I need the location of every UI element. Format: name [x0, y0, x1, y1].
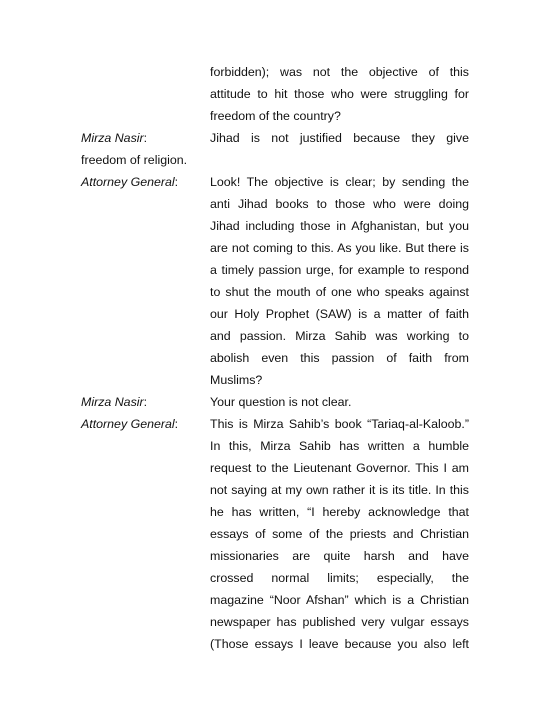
speaker-name: Mirza Nasir [81, 131, 144, 145]
text-line: crossed normal limits; especially, the [210, 571, 469, 585]
text-line: Look! The objective is clear; by sending the [210, 175, 469, 189]
text-line: magazine “Noor Afshan” which is a Christian [210, 593, 469, 607]
text-line: a timely passion urge, for example to respond [210, 263, 469, 277]
text-line: he has written, “I hereby acknowledge that [210, 505, 469, 519]
text-line: Muslims? [210, 373, 263, 387]
speaker-label [81, 394, 147, 410]
text-line: In this, Mirza Sahib has written a humble [210, 439, 469, 453]
speaker-name: Mirza Nasir [81, 395, 144, 409]
text-line: freedom of the country? [210, 109, 341, 123]
text-line: missionaries are quite harsh and have [210, 549, 469, 563]
colon: : [174, 175, 179, 189]
text-line: essays of some of the priests and Christian [210, 527, 469, 541]
text-line: are not coming to this. As you like. But there is [210, 241, 469, 255]
text-line: newspaper has published very vulgar essays [210, 615, 469, 629]
speaker-label [81, 416, 178, 432]
text-line: and passion. Mirza Sahib was working to [210, 329, 469, 343]
text-line: our Holy Prophet (SAW) is a matter of faith [210, 307, 469, 321]
text-line: attitude to hit those who were struggling for [210, 87, 469, 101]
speaker-name: Attorney General [81, 417, 175, 431]
text-line: (Those essays I leave because you also left [210, 637, 469, 651]
text-line: Jihad is not justified because they give [210, 131, 469, 145]
speaker-name: Attorney General [81, 175, 175, 189]
text-line: not saying at my own rather it is its title. In this [210, 483, 469, 497]
text-line: request to the Lieutenant Governor. This I am [210, 461, 469, 475]
colon: : [143, 131, 148, 145]
text-line: freedom of religion. [81, 153, 188, 167]
text-line: Your question is not clear. [210, 395, 352, 409]
colon: : [143, 395, 148, 409]
text-line: to shut the mouth of one who speaks against [210, 285, 469, 299]
text-line: This is Mirza Sahib’s book “Tariaq-al-Kaloob.” [210, 417, 469, 431]
text-line: forbidden); was not the objective of this [210, 65, 469, 79]
text-line: anti Jihad books to those who were doing [210, 197, 469, 211]
colon: : [174, 417, 179, 431]
text-line: Jihad including those in Afghanistan, but you [210, 219, 469, 233]
text-line: abolish even this passion of faith from [210, 351, 469, 365]
speaker-label [81, 174, 178, 190]
speaker-label [81, 130, 147, 146]
